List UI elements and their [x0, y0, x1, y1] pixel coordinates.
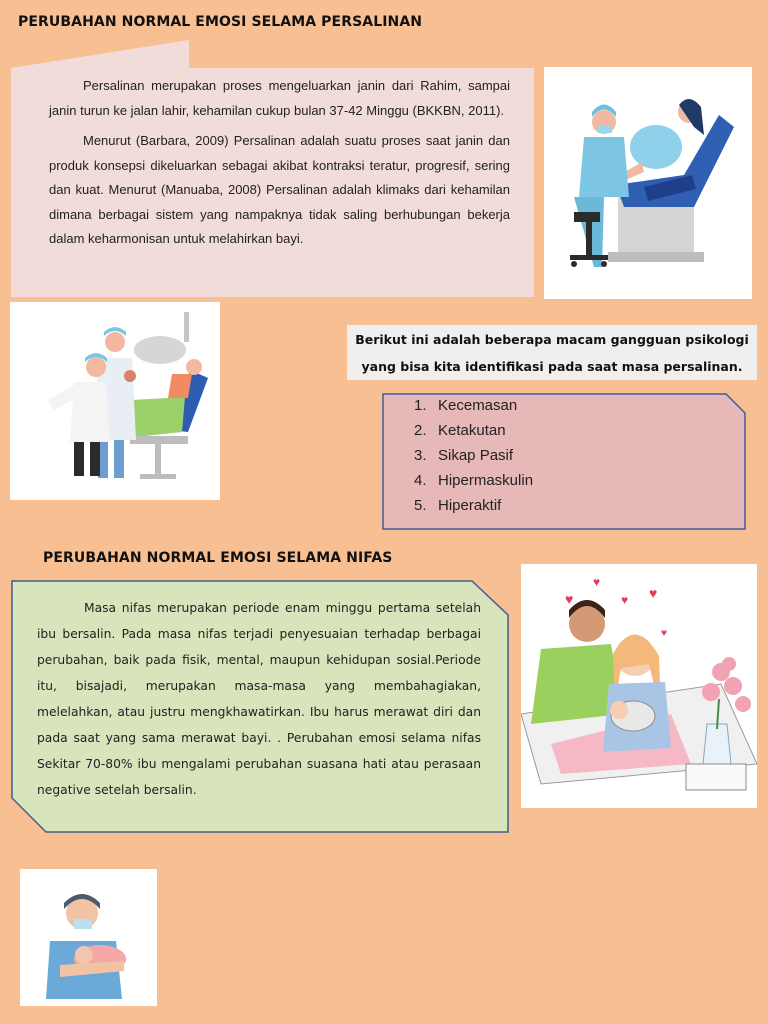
svg-text:♥: ♥ — [593, 575, 601, 589]
persalinan-paragraph-2: Menurut (Barbara, 2009) Persalinan adalah suatu proses saat janin dan produk konsepsi dikeluarkan sebagai akibat kontraksi teratur, progresif, sering dan kuat. Menurut (Manuaba, 2008) Persalinan adalah klimaks dari kehamilan dimana berbagai sistem yang nampaknya tidak saling berhubungan bekerja dalam keharmonisan untuk melahirkan bayi. — [49, 133, 510, 246]
gangguan-list — [414, 393, 533, 518]
list-item: 1. Kecemasan — [414, 397, 518, 414]
gangguan-intro: Berikut ini adalah beberapa macam gangguan psikologi yang bisa kita identifikasi pada saat masa persalinan. — [347, 325, 757, 380]
svg-text:♥: ♥ — [649, 585, 658, 601]
persalinan-heading: PERUBAHAN NORMAL EMOSI SELAMA PERSALINAN — [18, 14, 423, 30]
medical-team-illustration — [10, 302, 220, 500]
delivery-chair-illustration — [544, 67, 752, 299]
family-newborn-illustration — [521, 564, 757, 808]
delivery-chair-image — [544, 67, 752, 299]
svg-text:♥: ♥ — [565, 591, 574, 607]
nurse-baby-illustration — [20, 869, 157, 1006]
list-item: 5. Hiperaktif — [414, 497, 502, 514]
nifas-heading: PERUBAHAN NORMAL EMOSI SELAMA NIFAS — [43, 550, 393, 566]
family-image — [521, 564, 757, 808]
list-item: 2. Ketakutan — [414, 422, 506, 439]
nurse-image — [20, 869, 157, 1006]
svg-text:♥: ♥ — [621, 593, 629, 607]
list-item: 3. Sikap Pasif — [414, 447, 514, 464]
nifas-paragraph: Masa nifas merupakan periode enam minggu pertama setelah ibu bersalin. Pada masa nifas terjadi penyesuaian terhadap berbagai perubahan, baik pada fisik, mental, maupun kehidupan sosial.Periode itu, bisajadi, merupakan masa-masa yang membahagiakan, melelahkan, atau justru mengkhawatirkan. Ibu harus merawat diri dan pada saat yang sama merawat bayi. . Perubahan emosi selama nifas Sekitar 70-80% ibu mengalami perubahan suasana hati atau perasaan negative setelah bersalin. — [37, 601, 481, 797]
callout-notch — [11, 40, 189, 70]
svg-text:♥: ♥ — [661, 628, 667, 639]
persalinan-paragraph-1: Persalinan merupakan proses mengeluarkan janin dari Rahim, sampai janin turun ke jalan lahir, kehamilan cukup bulan 37-42 Minggu (BKKBN, 2011). — [49, 78, 510, 118]
list-item: 4. Hipermaskulin — [414, 472, 534, 489]
persalinan-definition-box — [11, 68, 534, 297]
medical-team-image — [10, 302, 220, 500]
